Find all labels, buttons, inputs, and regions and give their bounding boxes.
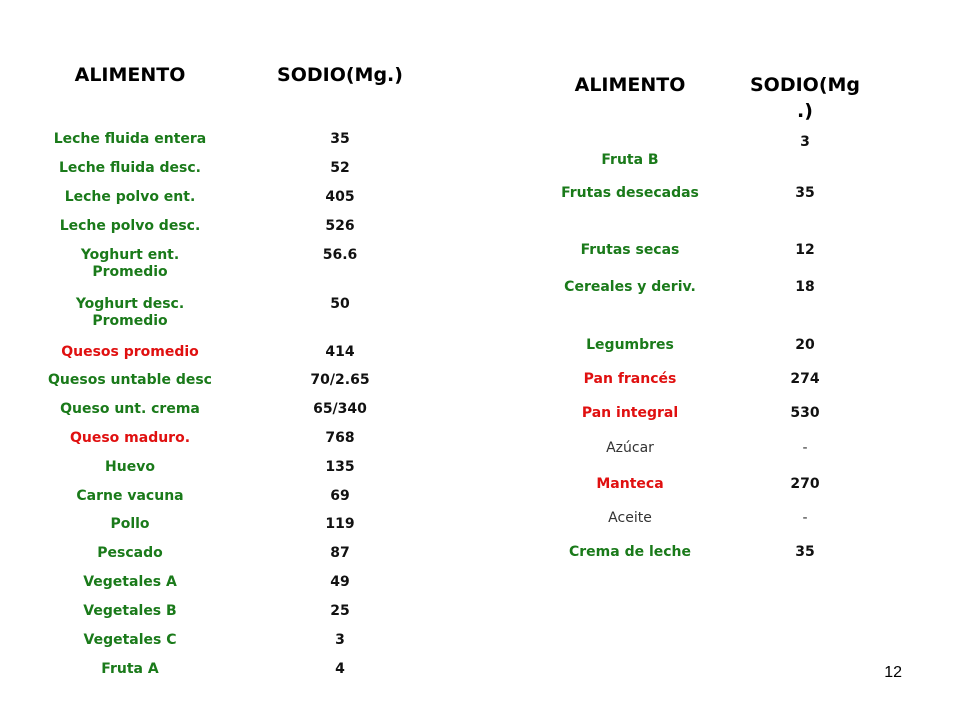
left-row-sodium: 135 <box>325 459 355 475</box>
right-row-food: Crema de leche <box>568 544 692 560</box>
right-row-sodium: 35 <box>795 544 815 560</box>
left-row-food: Queso maduro. <box>69 430 191 446</box>
left-row-sodium: 69 <box>330 488 350 504</box>
left-row-food: Vegetales A <box>83 574 177 590</box>
right-row-food: Frutas secas <box>580 242 680 258</box>
right-row-food: Cereales y deriv. <box>564 279 696 295</box>
left-row-food: Leche polvo ent. <box>64 189 196 205</box>
left-row-food: Vegetales C <box>83 632 177 648</box>
left-row-food: Carne vacuna <box>76 488 184 504</box>
left-row-food: Quesos promedio <box>61 344 199 360</box>
page-number: 12 <box>884 664 902 681</box>
left-row-sodium: 65/340 <box>313 401 367 417</box>
right-row-food: Pan integral <box>581 405 679 421</box>
left-row-food: Quesos untable desc <box>48 372 212 388</box>
left-row-sodium: 526 <box>325 218 355 234</box>
left-row-food: Pescado <box>97 545 163 561</box>
right-row-food: Aceite <box>608 510 652 526</box>
left-row-sodium: 3 <box>335 632 345 648</box>
right-header-sodium-line1: SODIO(Mg <box>749 74 861 96</box>
left-row-food: Leche fluida entera <box>53 131 207 147</box>
left-row-food: Huevo <box>105 459 155 475</box>
left-row-sodium: 70/2.65 <box>310 372 370 388</box>
left-row-sodium: 50 <box>330 296 350 312</box>
left-row-sodium: 768 <box>325 430 355 446</box>
left-row-sodium: 4 <box>335 661 345 677</box>
left-row-sodium: 49 <box>330 574 350 590</box>
right-row-sodium: 3 <box>800 134 810 150</box>
right-row-sodium: 18 <box>795 279 815 295</box>
left-row-sodium: 52 <box>330 160 350 176</box>
right-row-food: Manteca <box>596 476 664 492</box>
right-row-sodium: 274 <box>790 371 820 387</box>
left-row-food: Leche fluida desc. <box>58 160 201 176</box>
right-row-sodium: 20 <box>795 337 815 353</box>
left-row-food: Leche polvo desc. <box>59 218 201 234</box>
left-row-food: Pollo <box>110 516 150 532</box>
right-row-sodium: 270 <box>790 476 820 492</box>
right-row-food: Legumbres <box>586 337 674 353</box>
right-row-food: Azúcar <box>606 440 654 456</box>
right-row-sodium: 12 <box>795 242 815 258</box>
left-row-food: Queso unt. crema <box>60 401 200 417</box>
right-row-sodium: 35 <box>795 185 815 201</box>
right-header-sodium-line2: .) <box>797 100 813 122</box>
right-row-sodium: - <box>802 440 808 456</box>
right-row-sodium: 530 <box>790 405 820 421</box>
left-row-sodium: 405 <box>325 189 355 205</box>
left-row-sodium: 87 <box>330 545 350 561</box>
left-row-food: Fruta A <box>101 661 159 677</box>
right-row-sodium: - <box>802 510 808 526</box>
left-header-food: ALIMENTO <box>74 64 186 86</box>
left-row-food: Yoghurt ent. Promedio <box>80 247 180 280</box>
right-row-food: Pan francés <box>583 371 677 387</box>
left-row-sodium: 56.6 <box>322 247 358 263</box>
left-row-food: Yoghurt desc. Promedio <box>75 296 185 329</box>
left-row-sodium: 119 <box>325 516 355 532</box>
left-row-sodium: 35 <box>330 131 350 147</box>
left-row-sodium: 414 <box>325 344 355 360</box>
left-header-sodium: SODIO(Mg.) <box>277 64 403 86</box>
left-row-food: Vegetales B <box>83 603 177 619</box>
right-header-food: ALIMENTO <box>574 74 686 96</box>
left-row-sodium: 25 <box>330 603 350 619</box>
right-row-food: Fruta B <box>601 152 659 168</box>
right-row-food: Frutas desecadas <box>561 185 699 201</box>
